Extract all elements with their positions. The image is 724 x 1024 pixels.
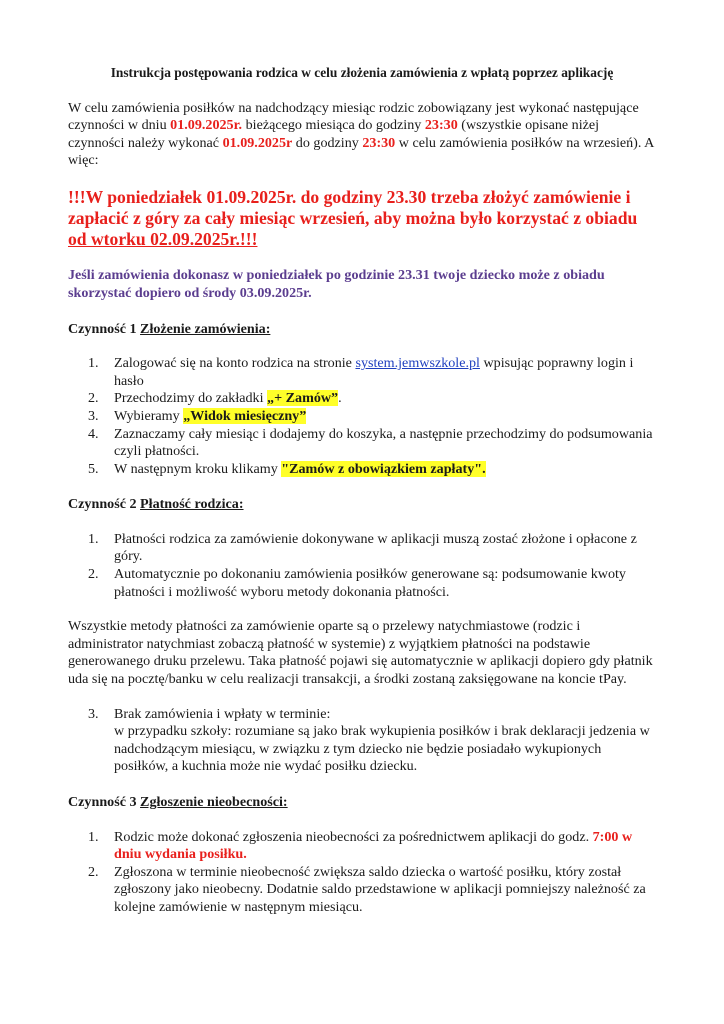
intro-date: 01.09.2025r — [222, 134, 293, 151]
list-text: wpisując poprawny login i hasło — [114, 355, 634, 389]
deadline-alert — [68, 187, 656, 249]
intro-paragraph — [68, 100, 656, 170]
list-text: Automatycznie po dokonaniu zamówienia posiłków generowane są: podsumowanie kwoty płatności i możliwość wyboru metody dokonania płatności. — [114, 566, 626, 600]
highlight-monthly-view: „Widok miesięczny” — [183, 407, 307, 424]
section2-title: Płatność rodzica: — [140, 496, 244, 513]
alert-underlined-text: od wtorku 02.09.2025r.!!! — [68, 228, 258, 249]
list-number: 1. — [88, 828, 99, 845]
intro-text: (wszystkie opisane niżej czynności należy wykonać — [68, 117, 600, 151]
section1-list — [68, 355, 656, 478]
list-item — [68, 355, 656, 390]
list-number: 1. — [88, 355, 99, 372]
section2-list-cont — [68, 706, 656, 776]
intro-date: 01.09.2025r. — [170, 117, 243, 134]
list-item — [68, 390, 656, 408]
list-item — [68, 829, 656, 864]
section1-heading — [68, 321, 656, 339]
intro-hour: 23:30 — [424, 117, 458, 134]
list-number: 5. — [88, 460, 99, 477]
list-item — [68, 531, 656, 566]
section2-heading — [68, 496, 656, 514]
document-page — [68, 64, 656, 917]
intro-text: W celu zamówienia posiłków na nadchodzący miesiąc rodzic zobowiązany jest wykonać następujące czynności w dniu — [68, 99, 639, 134]
list-number: 4. — [88, 425, 99, 442]
section3-heading — [68, 794, 656, 812]
list-item — [68, 461, 656, 479]
highlight-order-tab: „+ Zamów” — [267, 390, 339, 407]
list-text: W następnym kroku klikamy — [114, 460, 282, 477]
highlight-order-button: "Zamów z obowiązkiem zapłaty". — [281, 460, 486, 477]
list-item — [68, 426, 656, 461]
payment-methods-paragraph: Wszystkie metody płatności za zamówienie oparte są o przelewy natychmiastowe (rodzic i administrator natychmiast zobaczą płatność w systemie) z wyjątkiem płatności na podstawie generowanego druku przelewu. Taka płatność pojawi się automatycznie w aplikacji dopiero gdy płatnik uda się na pocztę/banku w celu realizacji transakcji, a środki zostaną zaksięgowane na koncie tPay. — [68, 618, 653, 688]
list-text: Brak zamówienia i wpłaty w terminie: — [114, 705, 331, 722]
list-item — [68, 566, 656, 601]
intro-text: bieżącego miesiąca do godziny — [242, 117, 425, 134]
section3-prefix: Czynność 3 — [68, 794, 141, 811]
list-number: 3. — [88, 705, 99, 722]
list-number: 2. — [88, 566, 99, 583]
document-title: Instrukcja postępowania rodzica w celu złożenia zamówienia z wpłatą poprzez aplikację — [110, 65, 614, 80]
list-text: Przechodzimy do zakładki — [114, 390, 268, 407]
list-text: Zaznaczamy cały miesiąc i dodajemy do koszyka, a następnie przechodzimy do podsumowania czyli płatności. — [114, 425, 653, 460]
list-number: 3. — [88, 407, 99, 424]
intro-text: do godziny — [292, 134, 363, 151]
list-text: Zalogować się na konto rodzica na stronie — [114, 355, 356, 372]
list-text: Wybieramy — [114, 407, 184, 424]
list-text: . — [338, 390, 342, 407]
section2-prefix: Czynność 2 — [68, 496, 141, 513]
intro-hour: 23:30 — [362, 134, 396, 151]
deadline-red-text: 7:00 w dniu wydania posiłku. — [114, 828, 633, 863]
intro-text: w celu zamówienia posiłków na wrzesień). A więc: — [68, 134, 654, 169]
system-link[interactable]: system.jemwszkole.pl — [355, 355, 480, 372]
list-item — [68, 706, 656, 776]
list-text: Zgłoszona w terminie nieobecność zwiększa saldo dziecka o wartość posiłku, który został zgłoszony jako nieobecny. Dodatnie saldo przedstawione w aplikacji pomniejszy należność za kolejne zamówienie w następnym miesiącu. — [114, 863, 646, 915]
list-text: Rodzic może dokonać zgłoszenia nieobecności za pośrednictwem aplikacji do godz. — [114, 828, 593, 845]
section1-title: Złożenie zamówienia: — [140, 320, 271, 337]
list-item — [68, 408, 656, 426]
list-number: 2. — [88, 390, 99, 407]
section3-list — [68, 829, 656, 917]
late-order-note: Jeśli zamówienia dokonasz w poniedziałek po godzinie 23.31 twoje dziecko może z obiadu skorzystać dopiero od środy 03.09.2025r. — [68, 267, 605, 301]
section1-prefix: Czynność 1 — [68, 320, 141, 337]
list-item — [68, 864, 656, 917]
list-number: 1. — [88, 530, 99, 547]
section2-list — [68, 531, 656, 601]
list-text: w przypadku szkoły: rozumiane są jako brak wykupienia posiłków i brak deklaracji jedzenia w nadchodzącym miesiącu, w związku z tym dziecko nie będzie posiadało wykupionych posiłków, a kuchnia może nie wydać posiłku dziecku. — [114, 723, 650, 775]
list-number: 2. — [88, 863, 99, 880]
list-text: Płatności rodzica za zamówienie dokonywane w aplikacji muszą zostać złożone i opłacone z góry. — [114, 530, 637, 565]
alert-text: !!!W poniedziałek 01.09.2025r. do godziny 23.30 trzeba złożyć zamówienie i zapłacić z góry za cały miesiąc wrzesień, aby można było korzystać z obiadu — [68, 186, 638, 228]
section3-title: Zgłoszenie nieobecności: — [140, 794, 288, 811]
